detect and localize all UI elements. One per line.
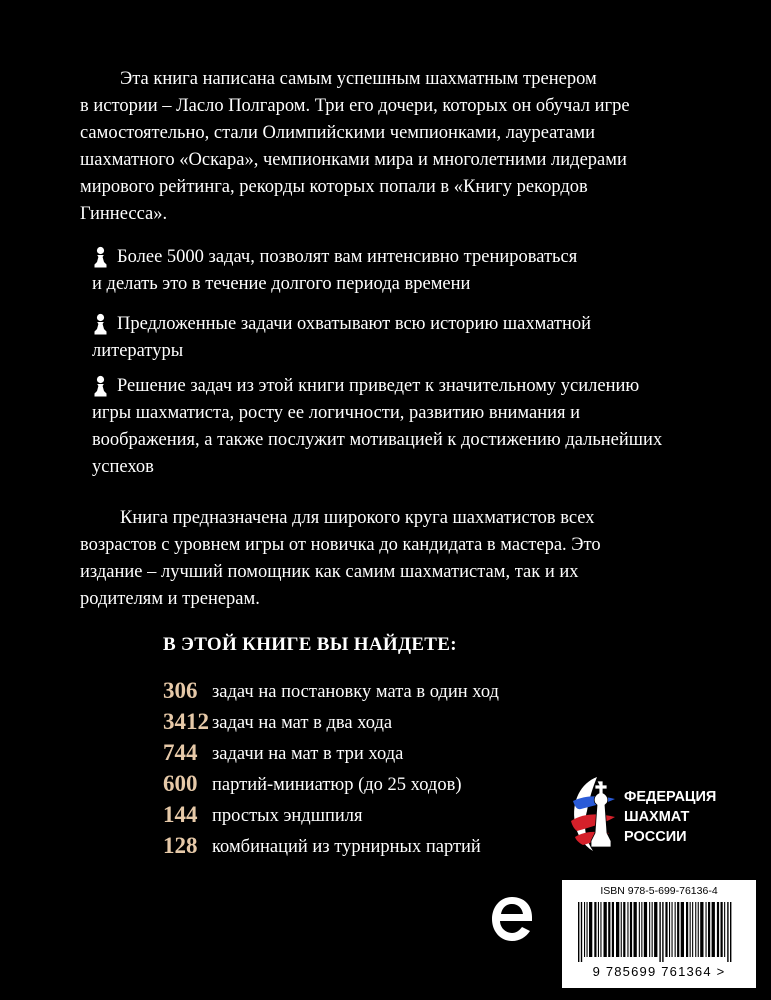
contents-item-text: комбинаций из турнирных партий: [212, 837, 481, 857]
barcode-bar: [630, 902, 632, 957]
federation-name-line: РОССИИ: [624, 829, 687, 845]
chess-federation-logo: [567, 771, 767, 856]
barcode-bar: [600, 902, 601, 957]
contents-item-text: простых эндшпиля: [212, 806, 363, 826]
barcode-bar: [677, 902, 679, 957]
barcode-bar: [698, 902, 699, 957]
barcode-bar: [654, 902, 657, 957]
barcode-bar: [662, 902, 663, 962]
barcode-bar: [587, 902, 588, 957]
barcode-bar: [659, 902, 660, 962]
barcode-bar: [623, 902, 625, 957]
bullet-item: [92, 373, 732, 481]
audience-line: родителям и тренерам.: [80, 589, 260, 609]
contents-item-text: задачи на мат в три хода: [212, 744, 404, 764]
bullet-line: Решение задач из этой книги приведет к значительному усилению: [117, 376, 640, 396]
pawn-icon: [92, 313, 109, 335]
barcode-bar: [578, 902, 579, 962]
barcode-bar: [641, 902, 642, 957]
barcode-bar: [690, 902, 691, 957]
pawn-icon: [92, 375, 109, 397]
audience-line: возрастов с уровнем игры от новичка до кандидата в мастера. Это: [80, 535, 601, 555]
barcode-bar: [589, 902, 592, 957]
contents-item-text: задач на мат в два хода: [212, 713, 393, 733]
isbn-text: ISBN 978-5-699-76136-4: [600, 885, 718, 897]
contents-item-number: 3412: [163, 709, 209, 734]
intro-paragraph: [80, 66, 720, 228]
bullet-line: успехов: [92, 457, 154, 477]
barcode-bar: [598, 902, 599, 957]
contents-item-number: 306: [163, 678, 198, 703]
barcode-bar: [700, 902, 703, 957]
barcode-bar: [721, 902, 723, 957]
audience-paragraph: [80, 505, 720, 613]
barcode-bars-icon: [576, 902, 742, 962]
barcode-bar: [584, 902, 585, 957]
intro-line: Эта книга написана самым успешным шахматным тренером: [120, 69, 597, 89]
federation-name-line: ШАХМАТ: [624, 809, 690, 825]
bullet-line: воображения, а также послужит мотивацией к достижению дальнейших: [92, 430, 663, 450]
barcode-bar: [627, 902, 628, 957]
barcode-bar: [706, 902, 707, 957]
barcode-bar: [665, 902, 667, 957]
barcode-digits: 9 785699 761364 >: [592, 964, 726, 979]
eksmo-logo-icon: [488, 893, 536, 945]
barcode-bar: [649, 902, 650, 957]
federation-emblem-icon: [567, 773, 623, 855]
barcode-bar: [612, 902, 614, 957]
bullet-item: [92, 311, 732, 365]
barcode-bar: [681, 902, 684, 957]
contents-item-number: 128: [163, 833, 198, 858]
audience-line: Книга предназначена для широкого круга шахматистов всех: [120, 508, 595, 528]
bullet-line: Предложенные задачи охватывают всю историю шахматной: [117, 314, 592, 334]
contents-item-number: 144: [163, 802, 198, 827]
intro-line: самостоятельно, стали Олимпийскими чемпионками, лауреатами: [80, 123, 596, 143]
barcode-bar: [724, 902, 725, 957]
barcode-bar: [634, 902, 637, 957]
bullet-line: литературы: [92, 341, 184, 361]
barcode-bar: [712, 902, 715, 957]
barcode-bar: [675, 902, 676, 957]
barcode-bar: [608, 902, 610, 957]
bullet-line: и делать это в течение долгого периода времени: [92, 274, 471, 294]
bullet-line: Более 5000 задач, позволят вам интенсивно тренироваться: [117, 247, 578, 267]
audience-line: издание – лучший помощник как самим шахматистам, так и их: [80, 562, 579, 582]
barcode-bar: [621, 902, 622, 957]
contents-item-number: 600: [163, 771, 198, 796]
bullet-line: игры шахматиста, росту ее логичности, развитию внимания и: [92, 403, 581, 423]
isbn-barcode: [562, 880, 756, 988]
barcode-bar: [581, 902, 582, 962]
barcode-bar: [708, 902, 710, 957]
barcode-bar: [644, 902, 647, 957]
barcode-bar: [686, 902, 688, 957]
barcode-bar: [594, 902, 596, 957]
intro-line: Гиннесса».: [80, 204, 168, 224]
intro-line: шахматного «Оскара», чемпионками мира и многолетними лидерами: [80, 150, 627, 170]
contents-item-text: партий-миниатюр (до 25 ходов): [212, 775, 462, 795]
barcode-bar: [730, 902, 731, 962]
contents-item-number: 744: [163, 740, 198, 765]
barcode-bar: [652, 902, 653, 957]
barcode-bar: [604, 902, 607, 957]
barcode-bar: [717, 902, 719, 957]
intro-line: мирового рейтинга, рекорды которых попали в «Книгу рекордов: [80, 177, 588, 197]
federation-name: [624, 787, 716, 847]
intro-line: в истории – Ласло Полгаром. Три его дочери, которых он обучал игре: [80, 96, 630, 116]
barcode-bar: [692, 902, 693, 957]
contents-item-text: задач на постановку мата в один ход: [212, 682, 499, 702]
contents-heading: В ЭТОЙ КНИГЕ ВЫ НАЙДЕТЕ:: [163, 634, 457, 655]
barcode-bar: [639, 902, 640, 957]
barcode-bar: [672, 902, 673, 957]
federation-name-line: ФЕДЕРАЦИЯ: [624, 789, 717, 805]
bullet-item: [92, 244, 732, 298]
barcode-bar: [727, 902, 728, 962]
barcode-bar: [669, 902, 670, 957]
pawn-icon: [92, 246, 109, 268]
barcode-bar: [695, 902, 696, 957]
barcode-bar: [616, 902, 619, 957]
